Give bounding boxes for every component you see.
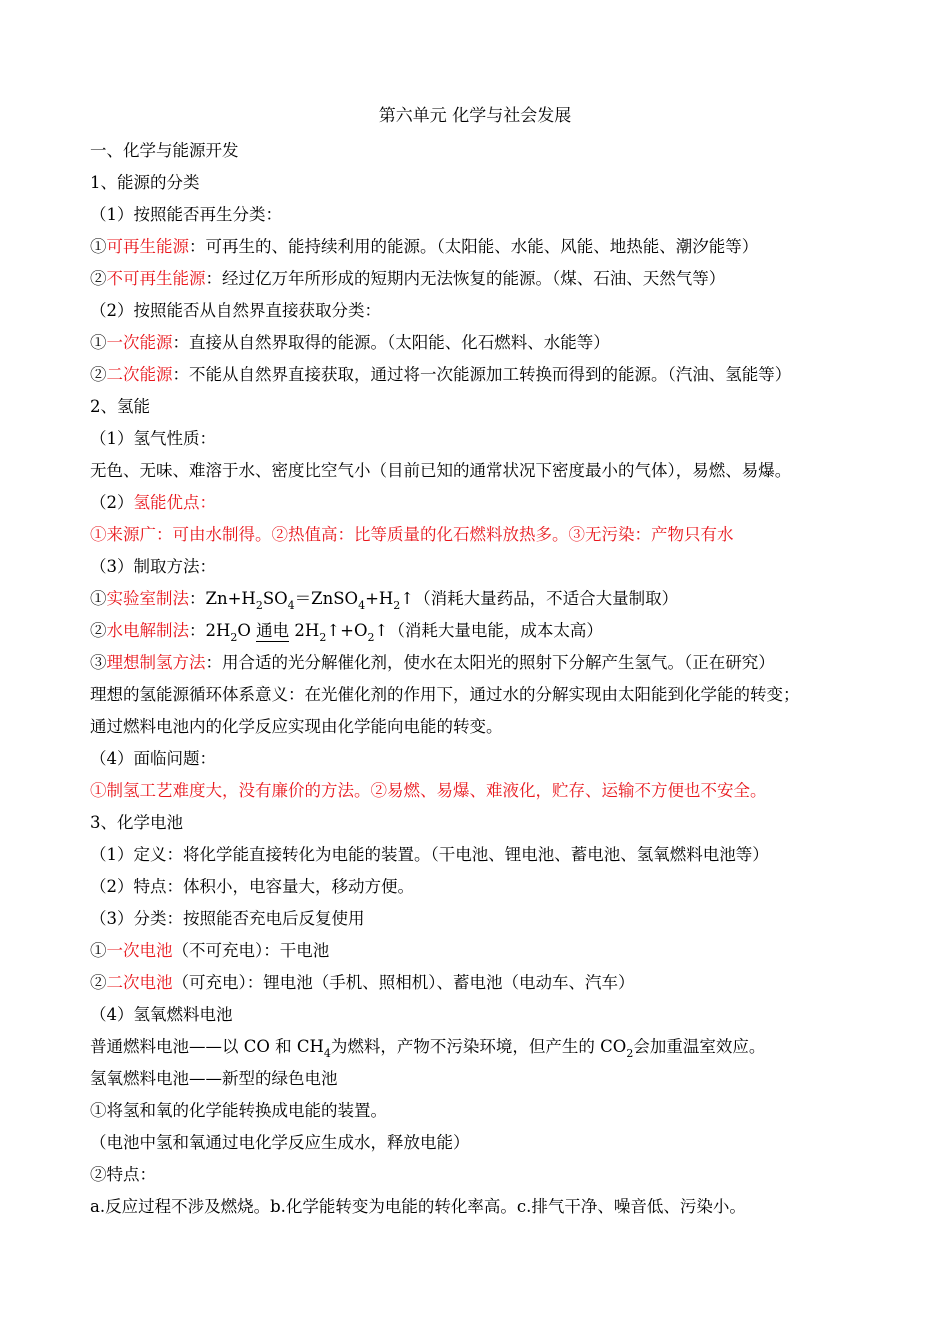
paragraph: 通过燃料电池内的化学反应实现由化学能向电能的转变。 xyxy=(90,717,503,736)
key-term: 实验室制法 xyxy=(106,589,189,608)
paragraph: 氢氧燃料电池——新型的绿色电池 xyxy=(90,1069,338,1088)
highlight-paragraph: ①制氢工艺难度大，没有廉价的方法。②易燃、易爆、难液化，贮存、运输不方便也不安全。 xyxy=(90,781,767,800)
paragraph: ①可再生能源：可再生的、能持续利用的能源。（太阳能、水能、风能、地热能、潮汐能等） xyxy=(90,237,759,256)
paragraph: （1）氢气性质： xyxy=(90,429,216,448)
paragraph: 普通燃料电池——以 CO 和 $CH_4$为燃料，产物不污染环境，但产生的 $CO_2$会加重温室效应。 xyxy=(90,1037,766,1060)
paragraph: （3）制取方法： xyxy=(90,557,216,576)
paragraph: ③理想制氢方法：用合适的光分解催化剂，使水在太阳光的照射下分解产生氢气。（正在研究） xyxy=(90,653,775,672)
key-term: 一次能源 xyxy=(106,333,173,352)
equation-line: ①实验室制法：$Zn+H_2SO_4=ZnSO_4+H_2↑$（消耗大量药品，不适合大量制取） xyxy=(90,589,679,612)
equation-line: ②水电解制法：$2H_2O$ 通电 $2H_2↑+O_2↑$（消耗大量电能，成本太高） xyxy=(90,621,603,644)
paragraph: （3）分类：按照能否充电后反复使用 xyxy=(90,909,365,928)
subsection-heading: 2、氢能 xyxy=(90,397,150,416)
key-term: 理想制氢方法 xyxy=(106,653,206,672)
key-term: 二次电池 xyxy=(106,973,173,992)
subsection-heading: 3、化学电池 xyxy=(90,813,183,832)
paragraph: （2）特点：体积小，电容量大，移动方便。 xyxy=(90,877,414,896)
paragraph: （2）按照能否从自然界直接获取分类： xyxy=(90,301,381,320)
key-term: 水电解制法 xyxy=(106,621,189,640)
paragraph: ②不可再生能源：经过亿万年所形成的短期内无法恢复的能源。（煤、石油、天然气等） xyxy=(90,269,726,288)
chemical-equation: $Zn+H_2SO_4=ZnSO_4+H_2↑$ xyxy=(205,589,415,612)
paragraph: （2）氢能优点： xyxy=(90,493,216,512)
chemical-equation: $2H_2O$ 通电 $2H_2↑+O_2↑$ xyxy=(205,621,389,644)
paragraph: 无色、无味、难溶于水、密度比空气小（目前已知的通常状况下密度最小的气体），易燃、易爆。 xyxy=(90,461,792,480)
subsection-heading: 1、能源的分类 xyxy=(90,173,200,192)
paragraph: （1）按照能否再生分类： xyxy=(90,205,282,224)
page-title: 第六单元 化学与社会发展 xyxy=(378,106,572,126)
paragraph: ①一次电池（不可充电）：干电池 xyxy=(90,941,330,960)
key-term: 二次能源 xyxy=(106,365,173,384)
highlight-paragraph: ①来源广：可由水制得。②热值高：比等质量的化石燃料放热多。③无污染：产物只有水 xyxy=(90,525,734,544)
key-term: 可再生能源 xyxy=(106,237,189,256)
paragraph: （4）面临问题： xyxy=(90,749,216,768)
reaction-condition: 通电 xyxy=(256,621,290,640)
key-term: 氢能优点： xyxy=(133,493,216,512)
paragraph: 理想的氢能源循环体系意义：在光催化剂的作用下，通过水的分解实现由太阳能到化学能的转变； xyxy=(90,685,800,704)
paragraph: （电池中氢和氧通过电化学反应生成水，释放电能） xyxy=(90,1133,470,1152)
key-term: 一次电池 xyxy=(106,941,173,960)
section-heading: 一、化学与能源开发 xyxy=(90,141,239,160)
paragraph: （4）氢氧燃料电池 xyxy=(90,1005,233,1024)
paragraph: ②特点： xyxy=(90,1165,156,1184)
key-term: 不可再生能源 xyxy=(106,269,206,288)
paragraph: ①将氢和氧的化学能转换成电能的装置。 xyxy=(90,1101,387,1120)
paragraph: ①一次能源：直接从自然界取得的能源。（太阳能、化石燃料、水能等） xyxy=(90,333,610,352)
paragraph: ②二次电池（可充电）：锂电池（手机、照相机）、蓄电池（电动车、汽车） xyxy=(90,973,635,992)
paragraph: a.反应过程不涉及燃烧。b.化学能转变为电能的转化率高。c.排气干净、噪音低、污染小。 xyxy=(90,1197,746,1216)
paragraph: ②二次能源：不能从自然界直接获取，通过将一次能源加工转换而得到的能源。（汽油、氢能等） xyxy=(90,365,792,384)
paragraph: （1）定义：将化学能直接转化为电能的装置。（干电池、锂电池、蓄电池、氢氧燃料电池等） xyxy=(90,845,769,864)
